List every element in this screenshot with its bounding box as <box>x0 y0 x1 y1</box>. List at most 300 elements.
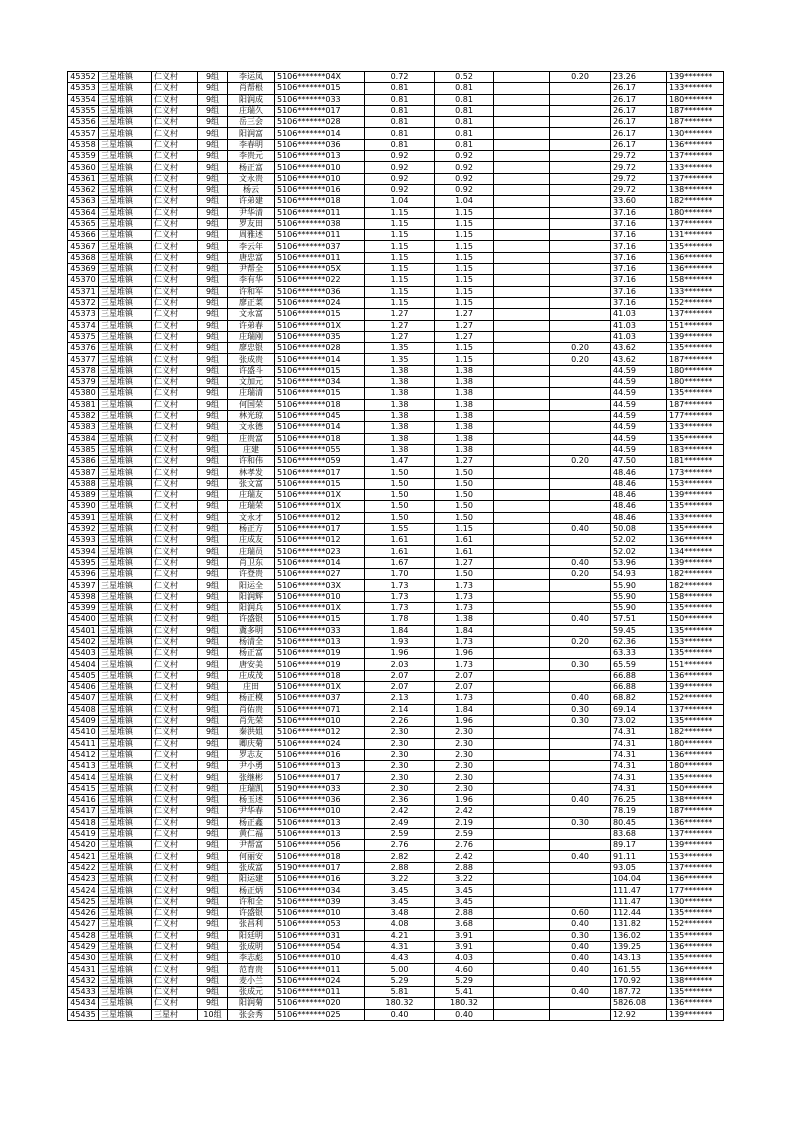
cell-id-number: 5106*******013 <box>275 828 365 839</box>
cell-area-a: 1.15 <box>435 230 494 241</box>
cell-village: 仁义村 <box>152 715 198 726</box>
cell-town: 三星堆镇 <box>99 817 152 828</box>
cell-amount: 111.47 <box>611 885 667 896</box>
cell-id-number: 5106*******014 <box>275 354 365 365</box>
cell-name: 尹华春 <box>228 806 275 817</box>
cell-amount: 37.16 <box>611 252 667 263</box>
cell-phone: 135******* <box>667 648 724 659</box>
cell-town: 三星堆镇 <box>99 930 152 941</box>
cell-total-area: 1.84 <box>365 625 435 636</box>
cell-record-no: 45380 <box>68 388 99 399</box>
cell-area-a: 2.30 <box>435 783 494 794</box>
cell-id-number: 5106*******031 <box>275 930 365 941</box>
cell-record-no: 45389 <box>68 489 99 500</box>
table-row <box>68 727 724 738</box>
cell-town: 三星堆镇 <box>99 648 152 659</box>
cell-town: 三星堆镇 <box>99 625 152 636</box>
cell-amount: 55.90 <box>611 580 667 591</box>
data-table <box>67 71 724 1021</box>
cell-village: 仁义村 <box>152 151 198 162</box>
cell-amount: 26.17 <box>611 117 667 128</box>
cell-total-area: 1.38 <box>365 377 435 388</box>
cell-phone: 136******* <box>667 139 724 150</box>
cell-group: 9组 <box>198 365 228 376</box>
cell-total-area: 2.30 <box>365 783 435 794</box>
cell-name: 许和全 <box>228 896 275 907</box>
cell-area-a: 1.15 <box>435 286 494 297</box>
cell-name: 黄仁福 <box>228 828 275 839</box>
cell-town: 三星堆镇 <box>99 987 152 998</box>
cell-area-a: 2.30 <box>435 727 494 738</box>
cell-phone: 136******* <box>667 817 724 828</box>
cell-total-area: 0.92 <box>365 173 435 184</box>
cell-amount: 48.46 <box>611 501 667 512</box>
cell-area-a: 1.84 <box>435 704 494 715</box>
cell-village: 仁义村 <box>152 636 198 647</box>
cell-town: 三星堆镇 <box>99 422 152 433</box>
table-row <box>68 907 724 918</box>
cell-phone: 180******* <box>667 365 724 376</box>
cell-area-a: 2.88 <box>435 862 494 873</box>
cell-group: 9组 <box>198 297 228 308</box>
cell-amount: 69.14 <box>611 704 667 715</box>
cell-phone: 133******* <box>667 422 724 433</box>
cell-village: 仁义村 <box>152 456 198 467</box>
cell-amount: 187.72 <box>611 987 667 998</box>
cell-phone: 135******* <box>667 953 724 964</box>
cell-town: 三星堆镇 <box>99 907 152 918</box>
cell-area-a: 3.91 <box>435 941 494 952</box>
cell-amount: 44.59 <box>611 410 667 421</box>
cell-area-c <box>550 433 611 444</box>
cell-town: 三星堆镇 <box>99 636 152 647</box>
cell-group: 9组 <box>198 501 228 512</box>
cell-total-area: 1.15 <box>365 252 435 263</box>
cell-record-no: 45398 <box>68 591 99 602</box>
cell-id-number: 5106*******015 <box>275 388 365 399</box>
cell-id-number: 5106*******016 <box>275 184 365 195</box>
cell-town: 三星堆镇 <box>99 772 152 783</box>
cell-group: 9组 <box>198 410 228 421</box>
table-row <box>68 636 724 647</box>
table-row <box>68 749 724 760</box>
cell-phone: 153******* <box>667 851 724 862</box>
cell-phone: 134******* <box>667 546 724 557</box>
cell-town: 三星堆镇 <box>99 749 152 760</box>
cell-village: 仁义村 <box>152 907 198 918</box>
cell-total-area: 1.15 <box>365 230 435 241</box>
cell-phone: 130******* <box>667 896 724 907</box>
cell-amount: 44.59 <box>611 444 667 455</box>
cell-total-area: 1.50 <box>365 478 435 489</box>
cell-area-c <box>550 467 611 478</box>
table-row <box>68 72 724 83</box>
cell-group: 9组 <box>198 523 228 534</box>
cell-area-c: 0.30 <box>550 930 611 941</box>
cell-total-area: 1.04 <box>365 196 435 207</box>
cell-area-c <box>550 297 611 308</box>
cell-area-a: 2.30 <box>435 772 494 783</box>
cell-area-c <box>550 388 611 399</box>
cell-record-no: 45372 <box>68 297 99 308</box>
cell-area-b <box>494 682 550 693</box>
table-row <box>68 410 724 421</box>
cell-id-number: 5106*******035 <box>275 331 365 342</box>
cell-phone: 139******* <box>667 840 724 851</box>
cell-phone: 183******* <box>667 444 724 455</box>
cell-name: 罗友田 <box>228 218 275 229</box>
cell-amount: 59.45 <box>611 625 667 636</box>
cell-phone: 182******* <box>667 580 724 591</box>
cell-area-a: 180.32 <box>435 998 494 1009</box>
cell-area-c <box>550 625 611 636</box>
cell-village: 仁义村 <box>152 252 198 263</box>
cell-area-b <box>494 512 550 523</box>
table-row <box>68 557 724 568</box>
cell-area-b <box>494 151 550 162</box>
cell-area-b <box>494 919 550 930</box>
cell-record-no: 45404 <box>68 659 99 670</box>
cell-record-no: 45424 <box>68 885 99 896</box>
cell-village: 仁义村 <box>152 885 198 896</box>
cell-area-b <box>494 196 550 207</box>
table-row <box>68 569 724 580</box>
cell-phone: 139******* <box>667 1009 724 1020</box>
cell-record-no: 45373 <box>68 309 99 320</box>
cell-total-area: 1.50 <box>365 467 435 478</box>
cell-village: 仁义村 <box>152 546 198 557</box>
cell-area-c <box>550 738 611 749</box>
cell-area-c <box>550 828 611 839</box>
cell-name: 杨正富 <box>228 162 275 173</box>
cell-area-c <box>550 105 611 116</box>
cell-id-number: 5106*******017 <box>275 105 365 116</box>
cell-record-no: 45400 <box>68 614 99 625</box>
cell-town: 三星堆镇 <box>99 896 152 907</box>
cell-amount: 80.45 <box>611 817 667 828</box>
cell-name: 李春明 <box>228 139 275 150</box>
cell-name: 杨正模 <box>228 693 275 704</box>
cell-town: 三星堆镇 <box>99 331 152 342</box>
cell-amount: 89.17 <box>611 840 667 851</box>
cell-name: 庄成友 <box>228 535 275 546</box>
cell-total-area: 0.92 <box>365 151 435 162</box>
cell-area-c <box>550 241 611 252</box>
table-row <box>68 343 724 354</box>
cell-area-c <box>550 331 611 342</box>
cell-village: 仁义村 <box>152 648 198 659</box>
cell-total-area: 1.15 <box>365 275 435 286</box>
cell-area-a: 4.60 <box>435 964 494 975</box>
cell-amount: 52.02 <box>611 546 667 557</box>
table-row <box>68 478 724 489</box>
cell-area-a: 1.38 <box>435 444 494 455</box>
cell-id-number: 5106*******018 <box>275 670 365 681</box>
cell-area-b <box>494 614 550 625</box>
cell-area-a: 3.68 <box>435 919 494 930</box>
cell-area-b <box>494 715 550 726</box>
cell-town: 三星堆镇 <box>99 693 152 704</box>
table-row <box>68 196 724 207</box>
cell-id-number: 5106*******010 <box>275 907 365 918</box>
cell-area-c <box>550 94 611 105</box>
cell-area-c: 0.30 <box>550 817 611 828</box>
cell-town: 三星堆镇 <box>99 207 152 218</box>
cell-area-c <box>550 682 611 693</box>
cell-amount: 37.16 <box>611 297 667 308</box>
cell-area-b <box>494 343 550 354</box>
cell-village: 仁义村 <box>152 286 198 297</box>
table-row <box>68 365 724 376</box>
cell-area-a: 5.29 <box>435 975 494 986</box>
cell-group: 9组 <box>198 309 228 320</box>
cell-town: 三星堆镇 <box>99 941 152 952</box>
cell-record-no: 45353 <box>68 83 99 94</box>
cell-id-number: 5190*******017 <box>275 862 365 873</box>
cell-amount: 78.19 <box>611 806 667 817</box>
cell-total-area: 4.43 <box>365 953 435 964</box>
cell-area-a: 2.59 <box>435 828 494 839</box>
cell-town: 三星堆镇 <box>99 184 152 195</box>
cell-id-number: 5106*******015 <box>275 309 365 320</box>
cell-record-no: 45362 <box>68 184 99 195</box>
cell-id-number: 5106*******033 <box>275 625 365 636</box>
cell-group: 9组 <box>198 727 228 738</box>
table-row <box>68 354 724 365</box>
cell-area-b <box>494 828 550 839</box>
cell-area-b <box>494 761 550 772</box>
cell-total-area: 1.73 <box>365 591 435 602</box>
cell-id-number: 5106*******01X <box>275 489 365 500</box>
cell-amount: 74.31 <box>611 749 667 760</box>
cell-group: 9组 <box>198 275 228 286</box>
cell-record-no: 45381 <box>68 399 99 410</box>
cell-area-b <box>494 377 550 388</box>
cell-record-no: 45360 <box>68 162 99 173</box>
cell-record-no: 45367 <box>68 241 99 252</box>
cell-amount: 48.46 <box>611 478 667 489</box>
cell-total-area: 2.82 <box>365 851 435 862</box>
cell-phone: 177******* <box>667 885 724 896</box>
cell-record-no: 45391 <box>68 512 99 523</box>
cell-area-b <box>494 309 550 320</box>
cell-group: 9组 <box>198 738 228 749</box>
cell-record-no: 45411 <box>68 738 99 749</box>
cell-area-c <box>550 275 611 286</box>
cell-phone: 131******* <box>667 230 724 241</box>
cell-village: 仁义村 <box>152 478 198 489</box>
cell-area-a: 2.07 <box>435 670 494 681</box>
cell-amount: 76.25 <box>611 795 667 806</box>
cell-area-a: 1.73 <box>435 693 494 704</box>
cell-town: 三星堆镇 <box>99 535 152 546</box>
cell-id-number: 5106*******033 <box>275 94 365 105</box>
cell-name: 杨正富 <box>228 648 275 659</box>
cell-phone: 136******* <box>667 252 724 263</box>
cell-town: 三星堆镇 <box>99 286 152 297</box>
cell-group: 9组 <box>198 456 228 467</box>
cell-area-a: 0.40 <box>435 1009 494 1020</box>
cell-town: 三星堆镇 <box>99 704 152 715</box>
cell-town: 三星堆镇 <box>99 105 152 116</box>
cell-id-number: 5106*******011 <box>275 252 365 263</box>
cell-id-number: 5106*******013 <box>275 636 365 647</box>
cell-area-b <box>494 286 550 297</box>
cell-phone: 135******* <box>667 523 724 534</box>
cell-id-number: 5106*******011 <box>275 207 365 218</box>
cell-name: 尹小勇 <box>228 761 275 772</box>
cell-village: 仁义村 <box>152 795 198 806</box>
table-row <box>68 241 724 252</box>
cell-town: 三星堆镇 <box>99 241 152 252</box>
cell-amount: 73.02 <box>611 715 667 726</box>
cell-town: 三星堆镇 <box>99 354 152 365</box>
cell-village: 仁义村 <box>152 727 198 738</box>
cell-total-area: 1.27 <box>365 331 435 342</box>
cell-area-b <box>494 749 550 760</box>
cell-area-b <box>494 207 550 218</box>
cell-id-number: 5106*******011 <box>275 230 365 241</box>
cell-id-number: 5106*******024 <box>275 738 365 749</box>
cell-id-number: 5106*******013 <box>275 151 365 162</box>
cell-area-b <box>494 173 550 184</box>
cell-total-area: 2.30 <box>365 738 435 749</box>
cell-name: 庄瑞凯 <box>228 783 275 794</box>
cell-record-no: 45433 <box>68 987 99 998</box>
cell-area-a: 1.15 <box>435 343 494 354</box>
cell-group: 9组 <box>198 806 228 817</box>
cell-village: 仁义村 <box>152 377 198 388</box>
cell-group: 9组 <box>198 851 228 862</box>
cell-id-number: 5106*******018 <box>275 851 365 862</box>
cell-name: 文永富 <box>228 309 275 320</box>
cell-town: 三星堆镇 <box>99 546 152 557</box>
cell-id-number: 5106*******012 <box>275 535 365 546</box>
cell-total-area: 0.40 <box>365 1009 435 1020</box>
cell-town: 三星堆镇 <box>99 94 152 105</box>
cell-phone: 136******* <box>667 998 724 1009</box>
cell-total-area: 2.42 <box>365 806 435 817</box>
cell-group: 9组 <box>198 659 228 670</box>
cell-name: 罗志友 <box>228 749 275 760</box>
cell-total-area: 1.27 <box>365 309 435 320</box>
cell-name: 肖帮根 <box>228 83 275 94</box>
cell-amount: 143.13 <box>611 953 667 964</box>
cell-total-area: 4.31 <box>365 941 435 952</box>
cell-group: 9组 <box>198 478 228 489</box>
cell-town: 三星堆镇 <box>99 83 152 94</box>
cell-town: 三星堆镇 <box>99 399 152 410</box>
cell-village: 仁义村 <box>152 117 198 128</box>
table-row <box>68 489 724 500</box>
cell-town: 三星堆镇 <box>99 467 152 478</box>
cell-town: 三星堆镇 <box>99 840 152 851</box>
table-row <box>68 501 724 512</box>
cell-amount: 37.16 <box>611 218 667 229</box>
cell-area-b <box>494 783 550 794</box>
cell-village: 仁义村 <box>152 602 198 613</box>
cell-area-a: 1.73 <box>435 591 494 602</box>
cell-phone: 180******* <box>667 94 724 105</box>
cell-village: 仁义村 <box>152 241 198 252</box>
cell-area-b <box>494 388 550 399</box>
cell-total-area: 2.13 <box>365 693 435 704</box>
cell-amount: 43.62 <box>611 343 667 354</box>
cell-amount: 44.59 <box>611 365 667 376</box>
cell-record-no: 45406 <box>68 682 99 693</box>
cell-name: 秦洪姐 <box>228 727 275 738</box>
cell-amount: 170.92 <box>611 975 667 986</box>
cell-village: 仁义村 <box>152 501 198 512</box>
cell-area-a: 1.38 <box>435 365 494 376</box>
cell-area-c: 0.30 <box>550 715 611 726</box>
cell-phone: 151******* <box>667 320 724 331</box>
cell-area-b <box>494 433 550 444</box>
cell-phone: 136******* <box>667 670 724 681</box>
table-row <box>68 840 724 851</box>
cell-area-c <box>550 230 611 241</box>
cell-name: 林孝发 <box>228 467 275 478</box>
cell-phone: 187******* <box>667 117 724 128</box>
cell-name: 肖先荣 <box>228 715 275 726</box>
cell-id-number: 5106*******010 <box>275 715 365 726</box>
cell-name: 张成明 <box>228 941 275 952</box>
cell-record-no: 45422 <box>68 862 99 873</box>
cell-amount: 26.17 <box>611 128 667 139</box>
table-row <box>68 83 724 94</box>
cell-name: 许盛银 <box>228 614 275 625</box>
cell-total-area: 1.78 <box>365 614 435 625</box>
cell-amount: 23.26 <box>611 72 667 83</box>
cell-record-no: 45427 <box>68 919 99 930</box>
cell-total-area: 3.45 <box>365 896 435 907</box>
cell-group: 9组 <box>198 987 228 998</box>
cell-group: 9组 <box>198 907 228 918</box>
cell-id-number: 5106*******017 <box>275 523 365 534</box>
cell-record-no: 45417 <box>68 806 99 817</box>
cell-record-no: 45383 <box>68 422 99 433</box>
cell-name: 许盛斗 <box>228 365 275 376</box>
cell-group: 9组 <box>198 998 228 1009</box>
cell-record-no: 45405 <box>68 670 99 681</box>
cell-town: 三星堆镇 <box>99 512 152 523</box>
cell-area-a: 1.50 <box>435 501 494 512</box>
cell-area-c: 0.20 <box>550 636 611 647</box>
cell-area-c <box>550 252 611 263</box>
cell-area-c <box>550 874 611 885</box>
cell-record-no: 45419 <box>68 828 99 839</box>
cell-village: 仁义村 <box>152 105 198 116</box>
cell-area-c <box>550 580 611 591</box>
cell-group: 9组 <box>198 557 228 568</box>
cell-group: 9组 <box>198 840 228 851</box>
cell-area-a: 1.27 <box>435 320 494 331</box>
cell-name: 许和伟 <box>228 456 275 467</box>
cell-village: 仁义村 <box>152 264 198 275</box>
cell-area-c <box>550 478 611 489</box>
cell-area-a: 2.76 <box>435 840 494 851</box>
table-row <box>68 693 724 704</box>
cell-village: 仁义村 <box>152 331 198 342</box>
table-row <box>68 467 724 478</box>
cell-id-number: 5106*******024 <box>275 975 365 986</box>
cell-id-number: 5106*******038 <box>275 218 365 229</box>
cell-name: 张成元 <box>228 987 275 998</box>
cell-area-a: 0.81 <box>435 83 494 94</box>
cell-area-c <box>550 512 611 523</box>
cell-area-c <box>550 670 611 681</box>
cell-name: 庄成茂 <box>228 670 275 681</box>
